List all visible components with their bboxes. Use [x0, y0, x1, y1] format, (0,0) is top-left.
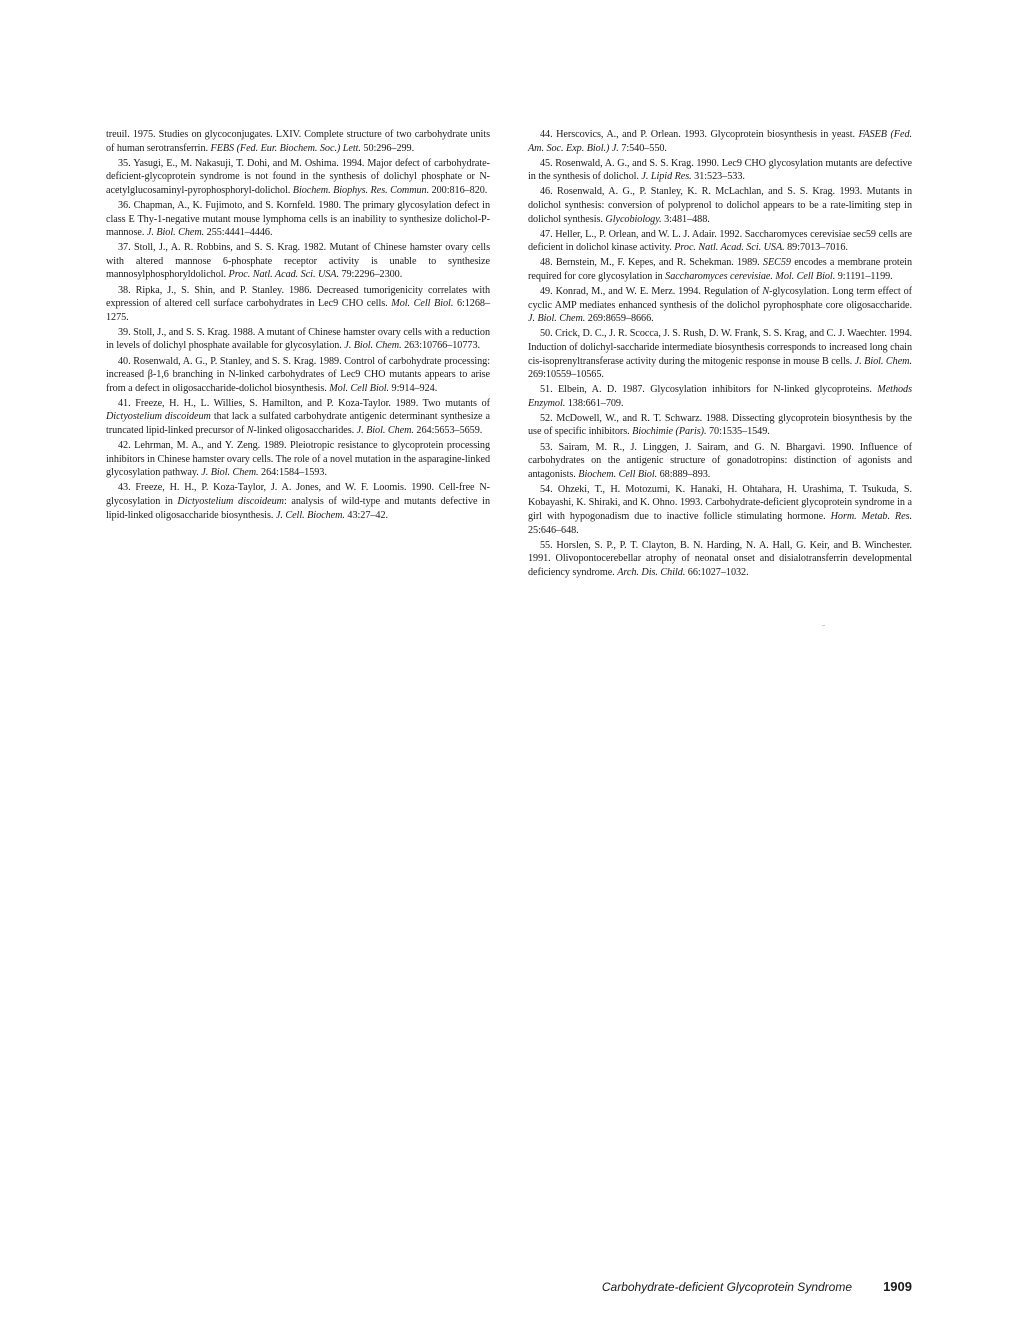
reference-text: 52. McDowell, W., and R. T. Schwarz. 1988. Dissecting glycoprotein biosynthesis by the use of specific inhibitors.: [528, 412, 912, 438]
reference-text: 7:540–550.: [618, 142, 667, 154]
reference-italic-text: Mol. Cell Biol.: [329, 382, 390, 394]
reference-text: -linked oligosaccharides.: [253, 424, 357, 436]
reference-entry: [106, 439, 490, 480]
reference-text: 6:1268–1275.: [106, 298, 490, 323]
reference-text: 264:5653–5659.: [413, 424, 483, 436]
reference-entry: [528, 157, 912, 184]
reference-entry: [528, 185, 912, 226]
reference-text: 46. Rosenwald, A. G., P. Stanley, K. R. McLachlan, and S. S. Krag. 1993. Mutants in dolichol synthesis: conversion of polyprenol to dolichol appears to be a rate-limiting step in dolichol synthesis.: [528, 186, 912, 225]
reference-text: treuil. 1975. Studies on glycoconjugates. LXIV. Complete structure of two carbohydrate units of human serotransferrin.: [106, 129, 490, 154]
reference-entry: [106, 241, 490, 282]
reference-text: 269:10559–10565.: [528, 369, 604, 381]
reference-text: 40. Rosenwald, A. G., P. Stanley, and S. S. Krag. 1989. Control of carbohydrate processing: increased β-1,6 branching in N-linked carbohydrates of Lec9 CHO mutants appears to arise from a defect in oligosaccharide-dolichol biosynthesis.: [106, 355, 490, 394]
reference-entry: [528, 441, 912, 482]
reference-entry: [528, 256, 912, 283]
reference-entry: [106, 481, 490, 522]
reference-italic-text: J. Biol. Chem.: [201, 467, 259, 479]
references-column-left: [106, 128, 490, 524]
reference-text: 68:889–893.: [657, 468, 711, 480]
page-number: 1909: [883, 1279, 912, 1294]
reference-entry: [106, 355, 490, 396]
reference-italic-text: J. Biol. Chem.: [344, 340, 402, 352]
reference-italic-text: Biochimie (Paris).: [632, 426, 707, 438]
reference-text: 264:1584–1593.: [258, 467, 327, 479]
reference-text: 31:523–533.: [691, 171, 745, 183]
reference-text: 41. Freeze, H. H., L. Willies, S. Hamilton, and P. Koza-Taylor. 1989. Two mutants of: [118, 397, 490, 409]
references-column-right: [528, 128, 912, 581]
reference-italic-text: Proc. Natl. Acad. Sci. USA.: [228, 269, 339, 281]
reference-entry: [106, 157, 490, 198]
reference-text: : analysis of wild-type and mutants defective in lipid-linked oligosaccharide biosynthesis.: [106, 495, 490, 521]
reference-text: 43:27–42.: [344, 509, 388, 521]
reference-italic-text: SEC59: [762, 257, 791, 269]
reference-text: encodes a membrane protein required for core glycosylation in: [528, 257, 912, 282]
reference-italic-text: Biochem. Biophys. Res. Commun.: [292, 184, 430, 196]
reference-text: 200:816–820.: [429, 184, 488, 196]
reference-italic-text: J. Cell. Biochem.: [275, 509, 345, 521]
reference-italic-text: N: [246, 424, 254, 436]
reference-text: -glycosylation. Long term effect of cyclic AMP mediates enhanced synthesis of the dolichol pyrophosphate core oligosaccharide.: [528, 286, 912, 311]
reference-italic-text: J. Biol. Chem.: [356, 424, 414, 436]
reference-text: 70:1535–1549.: [706, 426, 770, 438]
reference-entry: [106, 199, 490, 240]
reference-italic-text: Dictyostelium discoideum: [106, 411, 211, 423]
reference-entry: [528, 383, 912, 410]
reference-italic-text: Saccharomyces cerevisiae. Mol. Cell Biol.: [665, 270, 836, 282]
reference-italic-text: Dictyostelium discoideum: [177, 495, 284, 507]
reference-italic-text: Horm. Metab. Res.: [830, 511, 912, 523]
reference-italic-text: J. Biol. Chem.: [146, 227, 205, 239]
reference-text: 3:481–488.: [661, 213, 710, 225]
reference-text: 44. Herscovics, A., and P. Orlean. 1993. Glycoprotein biosynthesis in yeast.: [540, 129, 859, 140]
reference-italic-text: Biochem. Cell Biol.: [578, 468, 658, 480]
reference-text: 50. Crick, D. C., J. R. Scocca, J. S. Rush, D. W. Frank, S. S. Krag, and C. J. Waechter. 1994. Induction of dolichyl-saccharide intermediate biosynthesis corresponds to increased long chain cis-isoprenyltransferase activity during the mitogenic response in mouse B cells.: [528, 328, 912, 367]
reference-entry: [528, 412, 912, 439]
reference-entry: [528, 285, 912, 326]
reference-entry: [106, 326, 490, 353]
reference-text: 38. Ripka, J., S. Shin, and P. Stanley. 1986. Decreased tumorigenicity correlates with expression of altered cell surface carbohydrates in Lec9 CHO cells.: [106, 284, 490, 310]
reference-entry: [106, 284, 490, 325]
reference-entry: [106, 397, 490, 438]
reference-entry: [528, 228, 912, 255]
reference-text: 47. Heller, L., P. Orlean, and W. L. J. Adair. 1992. Saccharomyces cerevisiae sec59 cells are deficient in dolichol kinase activity.: [528, 228, 912, 254]
reference-text: 79:2296–2300.: [338, 269, 403, 281]
reference-text: 50:296–299.: [360, 142, 415, 154]
reference-text: 36. Chapman, A., K. Fujimoto, and S. Kornfeld. 1980. The primary glycosylation defect in class E Thy-1-negative mutant mouse lymphoma cells is an inability to synthesize dolichol-P-mannose.: [106, 199, 490, 239]
reference-text: 35. Yasugi, E., M. Nakasuji, T. Dohi, and M. Oshima. 1994. Major defect of carbohydrate-deficient-glycoprotein syndrome is not found in the synthesis of dolichyl phosphate or N-acetylglucosaminyl-pyrophosphoryl-dolichol.: [106, 157, 490, 196]
reference-text: 48. Bernstein, M., F. Kepes, and R. Schekman. 1989.: [540, 257, 763, 269]
reference-text: 138:661–709.: [565, 397, 624, 409]
reference-entry: [528, 327, 912, 381]
reference-italic-text: J. Biol. Chem.: [528, 313, 586, 325]
reference-text: 54. Ohzeki, T., H. Motozumi, K. Hanaki, H. Ohtahara, H. Urashima, T. Tsukuda, S. Kobayashi, K. Shiraki, and K. Ohno. 1993. Carbohydrate-deficient glycoprotein syndrome in a girl with hypogonadism due to inactive follicle stimulating hormone.: [528, 483, 912, 523]
reference-text: 49. Konrad, M., and W. E. Merz. 1994. Regulation of: [540, 286, 763, 298]
reference-italic-text: Arch. Dis. Child.: [617, 566, 686, 578]
reference-continuation: [106, 128, 490, 155]
reference-text: 53. Sairam, M. R., J. Linggen, J. Sairam, and G. N. Bhargavi. 1990. Influence of carbohydrates on the antigenic structure of gonadotropins: distinction of agonists and antagonists.: [528, 441, 912, 480]
reference-italic-text: J. Biol. Chem.: [854, 355, 912, 367]
page-footer: [560, 1279, 912, 1297]
reference-italic-text: Proc. Natl. Acad. Sci. USA.: [674, 242, 785, 254]
reference-italic-text: Mol. Cell Biol.: [391, 298, 454, 310]
reference-italic-text: N: [762, 286, 770, 298]
reference-italic-text: J. Lipid Res.: [641, 171, 692, 183]
reference-text: 66:1027–1032.: [685, 566, 749, 578]
reference-text: 9:914–924.: [389, 382, 438, 394]
reference-text: 45. Rosenwald, A. G., and S. S. Krag. 1990. Lec9 CHO glycosylation mutants are defective in the synthesis of dolichol.: [528, 157, 912, 183]
reference-text: 9:1191–1199.: [835, 270, 893, 282]
reference-text: 39. Stoll, J., and S. S. Krag. 1988. A mutant of Chinese hamster ovary cells with a reduction in levels of dolichyl phosphate available for glycosylation.: [106, 326, 490, 352]
reference-text: 263:10766–10773.: [401, 340, 480, 352]
reference-italic-text: FEBS (Fed. Eur. Biochem. Soc.) Lett.: [210, 142, 361, 154]
reference-text: 55. Horslen, S. P., P. T. Clayton, B. N. Harding, N. A. Hall, G. Keir, and B. Winchester. 1991. Olivopontocerebellar atrophy of neonatal onset and disialotransferrin developmental deficiency syndrome.: [528, 539, 912, 578]
reference-entry: [528, 483, 912, 537]
reference-italic-text: Glycobiology.: [605, 213, 662, 225]
running-title: Carbohydrate-deficient Glycoprotein Syndrome: [601, 1280, 852, 1294]
reference-text: 25:646–648.: [528, 524, 579, 536]
reference-entry: [528, 128, 912, 155]
scan-speck: [822, 625, 825, 626]
reference-text: 255:4441–4446.: [204, 227, 273, 239]
reference-text: that lack a sulfated carbohydrate antigenic determinant synthesize a truncated lipid-linked precursor of: [106, 411, 490, 436]
reference-text: 89:7013–7016.: [784, 242, 848, 254]
reference-text: 51. Elbein, A. D. 1987. Glycosylation inhibitors for N-linked glycoproteins.: [540, 384, 878, 396]
reference-text: 43. Freeze, H. H., P. Koza-Taylor, J. A. Jones, and W. F. Loomis. 1990. Cell-free N-glycosylation in: [106, 482, 490, 507]
reference-text: 42. Lehrman, M. A., and Y. Zeng. 1989. Pleiotropic resistance to glycoprotein processing inhibitors in Chinese hamster ovary cells. The role of a novel mutation in the asparagine-linked glycosylation pathway.: [106, 440, 490, 479]
reference-entry: [528, 539, 912, 580]
reference-text: 37. Stoll, J., A. R. Robbins, and S. S. Krag. 1982. Mutant of Chinese hamster ovary cells with altered mannose 6-phosphate receptor activity is unable to synthesize mannosylphosphoryldolichol.: [106, 242, 490, 281]
reference-italic-text: Methods Enzymol.: [528, 384, 912, 409]
reference-text: 269:8659–8666.: [585, 313, 654, 325]
reference-italic-text: FASEB (Fed. Am. Soc. Exp. Biol.) J.: [528, 129, 912, 154]
